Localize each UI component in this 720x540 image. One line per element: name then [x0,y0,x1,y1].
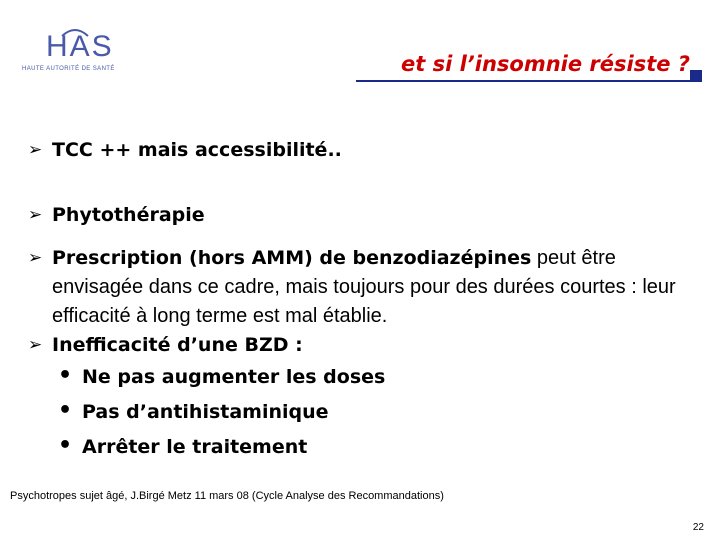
has-logo [22,30,137,80]
logo-text: HAS [46,30,114,63]
bullet-text-plain: peut être envisagée dans ce cadre, mais toujours pour des durées courtes : leur efficacité à long terme est mal établie. [52,247,676,327]
arrow-bullet-icon: ➢ [28,140,43,160]
arrow-bullet-icon: ➢ [28,205,43,225]
bullet-item [28,244,708,331]
slide-title: et si l’insomnie résiste ? [400,52,690,76]
footer-citation: Psychotropes sujet âgé, J.Birgé Metz 11 mars 08 (Cycle Analyse des Recommandations) [10,490,444,502]
bullet-list [28,136,708,465]
bullet-text: Phytothérapie [52,204,205,226]
sub-bullet-item [28,430,708,465]
bullet-text-bold: Prescription (hors AMM) de benzodiazépines [52,247,532,269]
bullet-text: Inefficacité d’une BZD : [52,334,303,356]
dot-bullet-icon: • [58,433,73,458]
dot-bullet-icon: • [58,363,73,388]
sub-bullet-text: Pas d’antihistaminique [82,401,329,423]
bullet-item [28,201,708,230]
sub-bullet-text: Arrêter le traitement [82,436,308,458]
arrow-bullet-icon: ➢ [28,248,43,268]
logo-subtitle: HAUTE AUTORITÉ DE SANTÉ [22,66,115,72]
bullet-item [28,136,708,165]
title-corner-mark [690,70,702,82]
sub-bullet-item [28,360,708,395]
bullet-text: TCC ++ mais accessibilité.. [52,139,342,161]
page-number: 22 [692,522,704,533]
dot-bullet-icon: • [58,398,73,423]
sub-bullet-text: Ne pas augmenter les doses [82,366,386,388]
sub-bullet-item [28,395,708,430]
arrow-bullet-icon: ➢ [28,335,43,355]
title-underline [356,80,690,82]
bullet-item [28,331,708,360]
